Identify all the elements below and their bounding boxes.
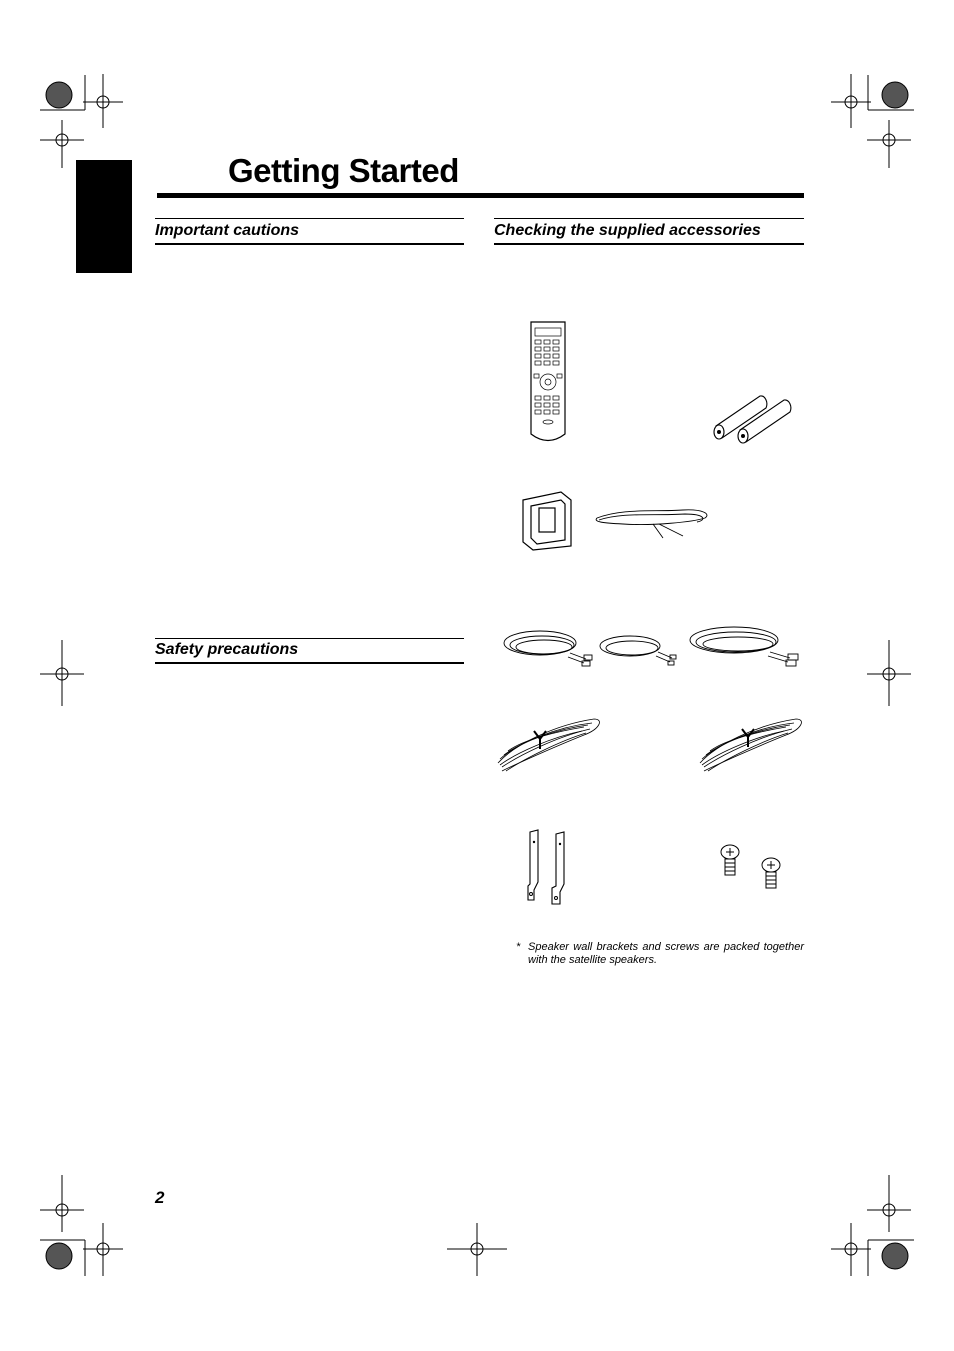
section-rule-top <box>155 638 464 639</box>
wall-bracket-icon <box>522 828 582 908</box>
section-rule-bottom <box>155 662 464 664</box>
fm-wire-antenna-icon <box>593 504 718 544</box>
registration-mark-icon <box>882 1243 908 1269</box>
speaker-cord-icon <box>494 715 604 775</box>
heading-accessories: Checking the supplied accessories <box>494 222 761 239</box>
registration-mark-icon <box>46 82 72 108</box>
section-rule-top <box>494 218 804 219</box>
language-tab <box>76 160 132 273</box>
cable-icon <box>500 625 595 675</box>
footnote-marker: * <box>516 941 521 953</box>
batteries-icon <box>708 390 798 445</box>
section-rule-bottom <box>494 243 804 245</box>
footnote-text: Speaker wall brackets and screws are packed together with the satellite speakers. <box>528 941 804 966</box>
heading-important-cautions: Important cautions <box>155 222 300 239</box>
page-number: 2 <box>155 1188 165 1207</box>
screw-icon <box>760 856 782 890</box>
am-loop-antenna-icon <box>517 490 577 552</box>
cable-icon <box>686 622 804 672</box>
heading-safety-precautions: Safety precautions <box>155 641 299 658</box>
speaker-cord-icon <box>696 715 806 775</box>
section-rule-bottom <box>155 243 464 245</box>
page-title: Getting Started <box>228 152 459 189</box>
cable-icon <box>598 630 678 675</box>
title-rule <box>157 193 804 198</box>
accessories-footnote <box>516 941 804 967</box>
section-rule-top <box>155 218 464 219</box>
screw-icon <box>719 843 741 877</box>
registration-mark-icon <box>882 82 908 108</box>
remote-control-icon <box>528 322 568 447</box>
registration-mark-icon <box>46 1243 72 1269</box>
